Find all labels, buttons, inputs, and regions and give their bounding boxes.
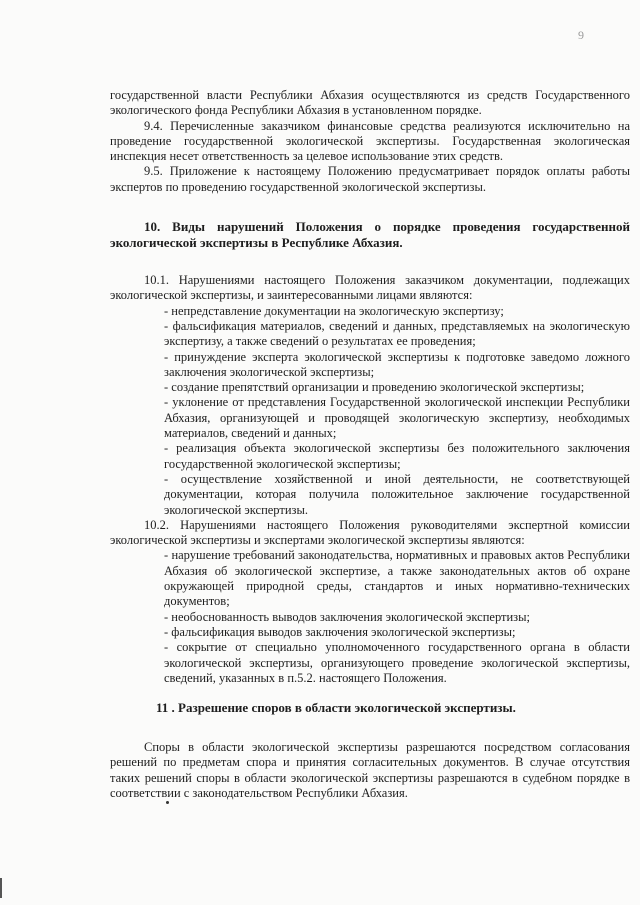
paragraph-9-4: 9.4. Перечисленные заказчиком финансовые средства реализуются исключительно на проведение государственной экологической экспертизы. Государственная экологическая инспекция несет ответственность за целевое использование этих средств.: [110, 118, 630, 164]
list-item: - уклонение от представления Государственной экологической инспекции Республики Абхазия, организующей и проводящей экологическую экспертизу, необходимых материалов, сведений и данных;: [164, 395, 630, 441]
scan-edge-mark: [0, 878, 2, 898]
list-item: - принуждение эксперта экологической экспертизы к подготовке заведомо ложного заключения экологической экспертизы;: [164, 349, 630, 379]
page-number: 9: [578, 28, 584, 42]
paragraph-10-2: 10.2. Нарушениями настоящего Положения руководителями экспертной комиссии экологической экспертизы и экспертами экологической экспертизы являются:: [110, 517, 630, 548]
list-item: - нарушение требований законодательства, нормативных и правовых актов Республики Абхазия об экологической экспертизе, а также законодательных актов об охране окружающей природной среды, стандартов и иных нормативно-технических документов;: [164, 548, 630, 609]
list-item: - реализация объекта экологической экспертизы без положительного заключения государственной экологической экспертизы;: [164, 441, 630, 471]
section-10-heading: 10. Виды нарушений Положения о порядке проведения государственной экологической экспертизы в Республике Абхазия.: [110, 219, 630, 251]
list-item: - непредставление документации на экологическую экспертизу;: [164, 303, 504, 318]
list-item: - фальсификация материалов, сведений и данных, представляемых на экологическую экспертизу, а также сведений о результатах ее проведения;: [164, 318, 630, 349]
list-item: - осуществление хозяйственной и иной деятельности, не соответствующей документации, которая получила положительное заключение государственной экологической экспертизы.: [164, 471, 630, 517]
list-item: - создание препятствий организации и проведению экологической экспертизы;: [164, 380, 585, 395]
paragraph-continuation: государственной власти Республики Абхазия осуществляются из средств Государственного экологического фонда Республики Абхазия в установленном порядке.: [110, 88, 630, 118]
stray-dot-mark: [166, 801, 169, 804]
section-11-heading: 11 . Разрешение споров в области экологической экспертизы.: [156, 700, 516, 716]
list-item: - сокрытие от специально уполномоченного государственного органа в области экологической экспертизы, организующего проведение экологической экспертизы, сведений, указанных в п.5.2. настоящего Положения.: [164, 640, 630, 685]
paragraph-11: Споры в области экологической экспертизы разрешаются посредством согласования решений по предметам спора и принятия согласительных документов. В случае отсутствия таких решений споры в области экологической экспертизы разрешаются в судебном порядке в соответствии с законодательством Республики Абхазия.: [110, 740, 630, 800]
paragraph-10-1: 10.1. Нарушениями настоящего Положения заказчиком документации, подлежащих экологической экспертизы, и заинтересованными лицами являются:: [110, 273, 630, 303]
paragraph-9-5: 9.5. Приложение к настоящему Положению предусматривает порядок оплаты работы экспертов по проведению государственной экологической экспертизы.: [110, 164, 630, 194]
list-item: - фальсификация выводов заключения экологической экспертизы;: [164, 624, 516, 639]
document-body: [110, 88, 630, 801]
list-item: - необоснованность выводов заключения экологической экспертизы;: [164, 609, 530, 624]
